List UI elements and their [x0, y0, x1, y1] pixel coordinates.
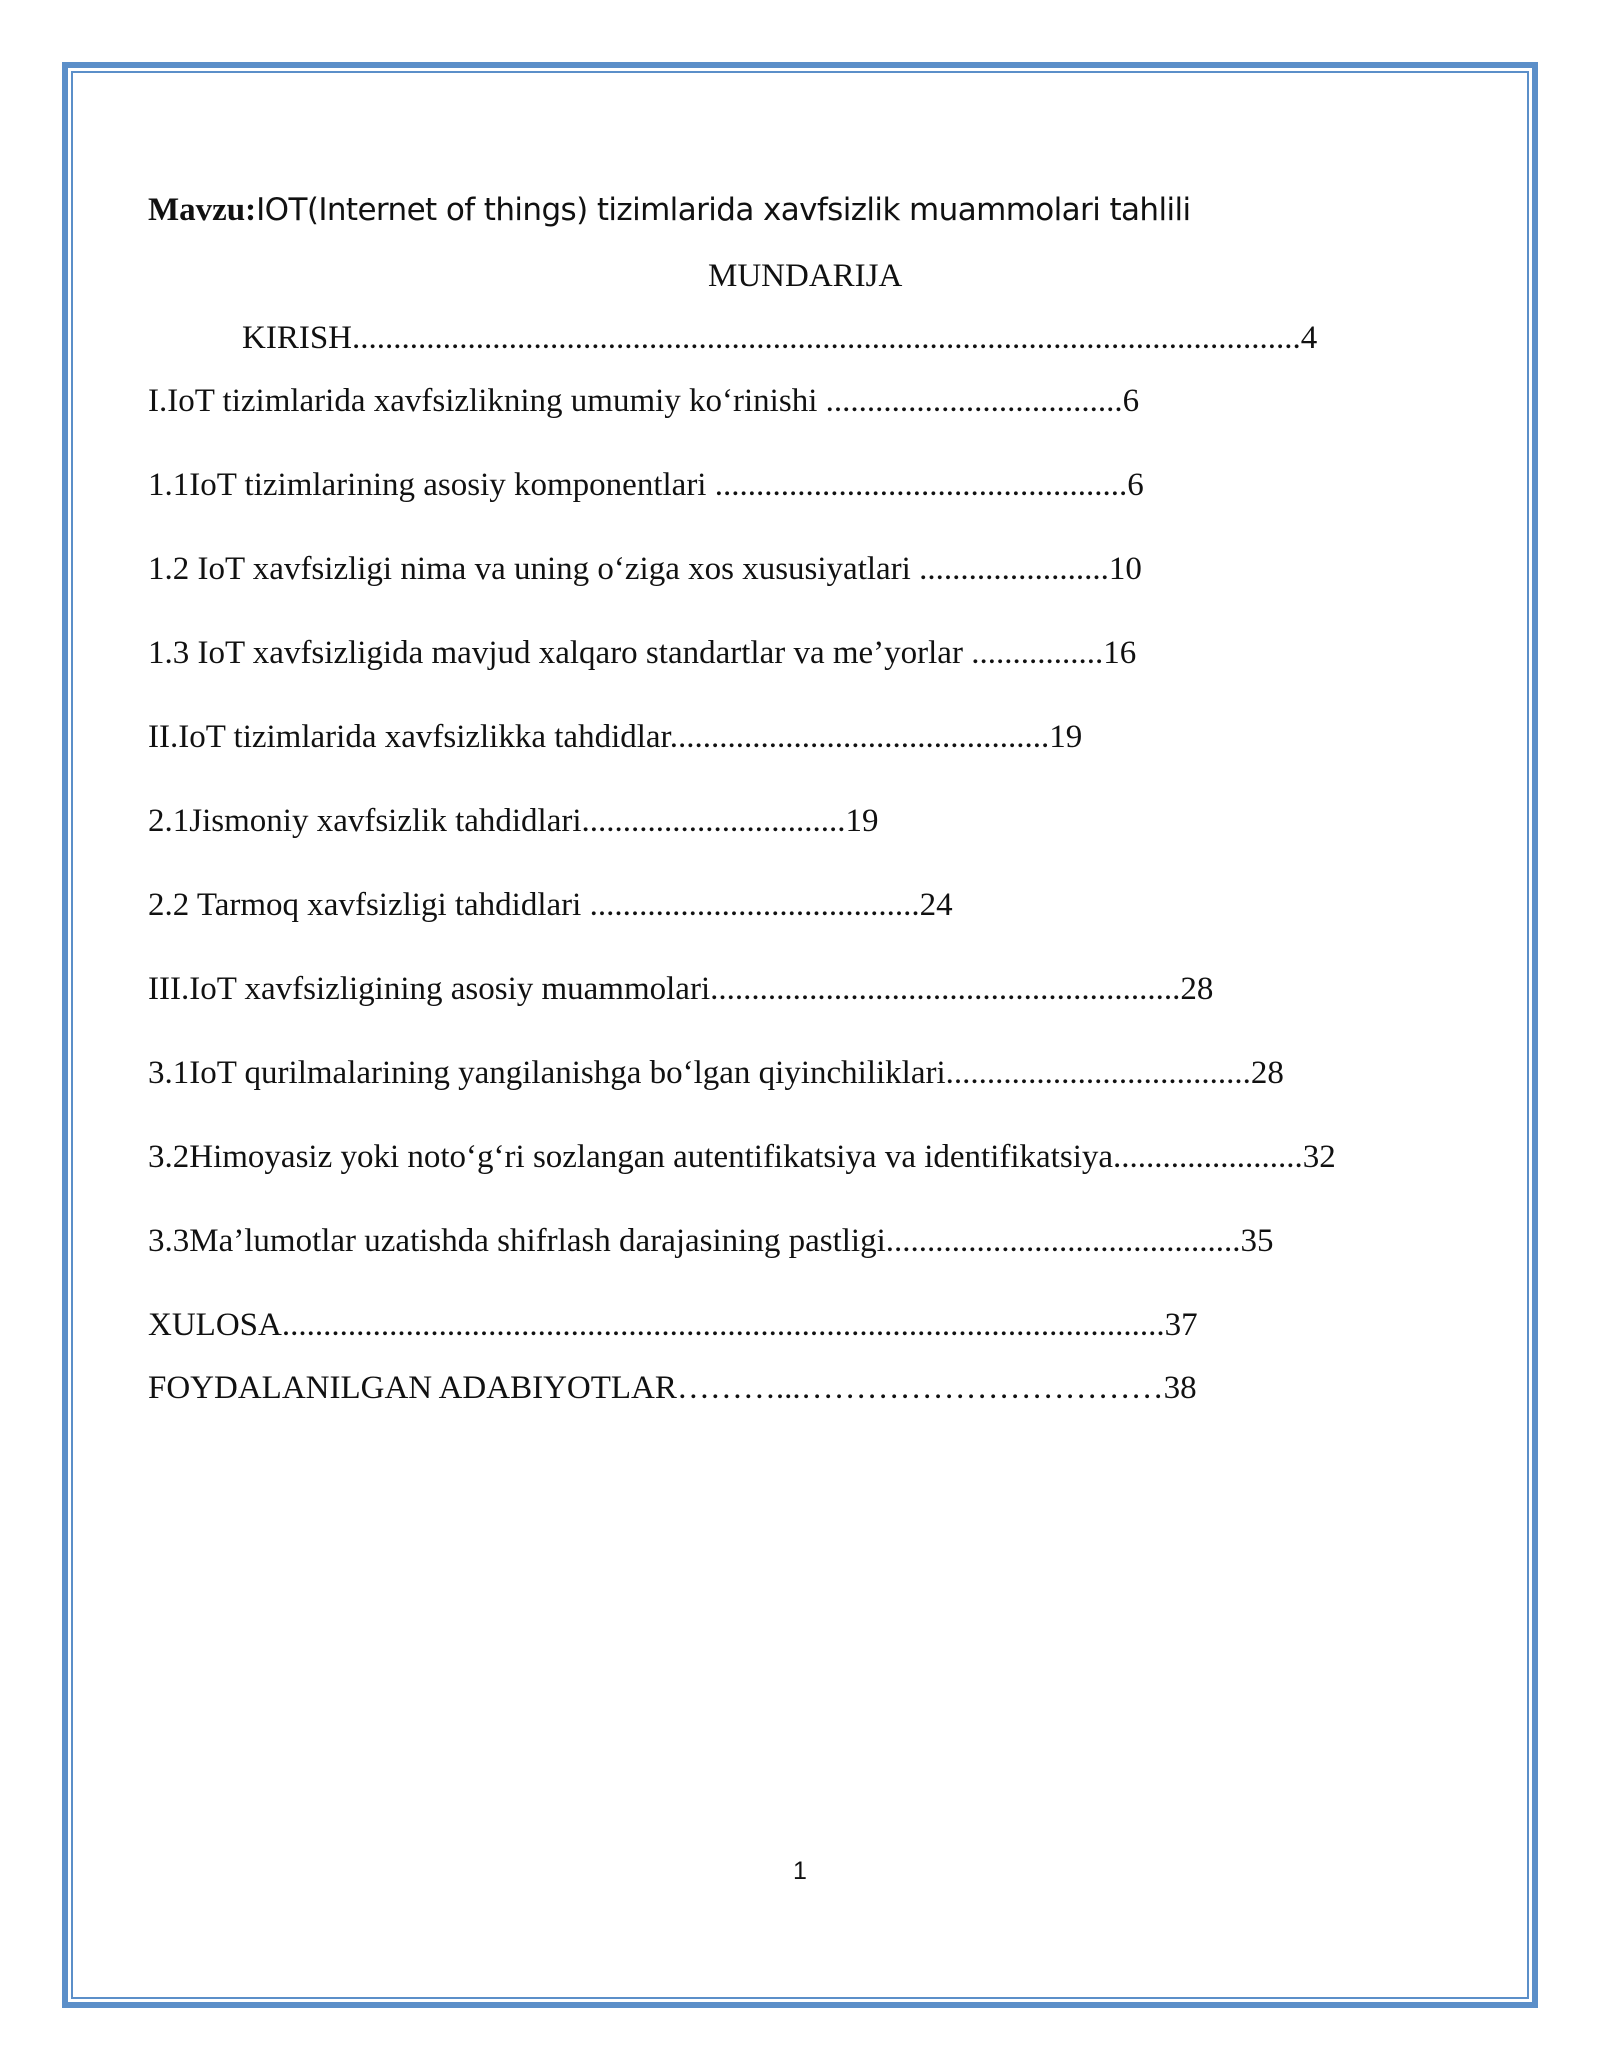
topic-line	[148, 190, 1191, 230]
toc-entry-2-1: 2.1Jismoniy xavfsizlik tahdidlari................................19	[148, 803, 879, 839]
topic-text: IOT(Internet of things) tizimlarida xavfsizlik muammolari tahlili	[256, 192, 1191, 228]
topic-label: Mavzu:	[148, 192, 257, 228]
page-number: 1	[793, 1857, 807, 1885]
page-border-inner	[71, 71, 1529, 1999]
toc-entry-2-2: 2.2 Tarmoq xavfsizligi tahdidlari ........................................24	[148, 887, 953, 923]
toc-entry-chapter-3: III.IoT xavfsizligining asosiy muammolari.........................................................28	[148, 971, 1214, 1007]
toc-entry-chapter-2: II.IoT tizimlarida xavfsizlikka tahdidlar..............................................19	[148, 719, 1083, 755]
toc-entry-chapter-1: I.IoT tizimlarida xavfsizlikning umumiy ko‘rinishi ....................................6	[148, 383, 1140, 419]
toc-entry-1-1: 1.1IoT tizimlarining asosiy komponentlari ..................................................6	[148, 467, 1144, 503]
toc-entry-1-3: 1.3 IoT xavfsizligida mavjud xalqaro standartlar va me’yorlar ................16	[148, 635, 1137, 671]
toc-entry-3-2: 3.2Himoyasiz yoki noto‘g‘ri sozlangan autentifikatsiya va identifikatsiya.......................32	[148, 1139, 1336, 1175]
toc-entry-3-1: 3.1IoT qurilmalarining yangilanishga bo‘lgan qiyinchiliklari.....................................28	[148, 1055, 1284, 1091]
toc-title: MUNDARIJA	[708, 258, 903, 294]
toc-entry-3-3: 3.3Ma’lumotlar uzatishda shifrlash darajasining pastligi...........................................35	[148, 1223, 1274, 1259]
toc-entry-kirish: KIRISH...................................................................................................................4	[242, 320, 1318, 356]
toc-entry-1-2: 1.2 IoT xavfsizligi nima va uning o‘ziga xos xususiyatlari .......................10	[148, 551, 1142, 587]
toc-entry-xulosa: XULOSA...........................................................................................................37	[148, 1307, 1198, 1343]
toc-entry-adabiyotlar: FOYDALANILGAN ADABIYOTLAR………...……………………………38	[148, 1370, 1197, 1406]
